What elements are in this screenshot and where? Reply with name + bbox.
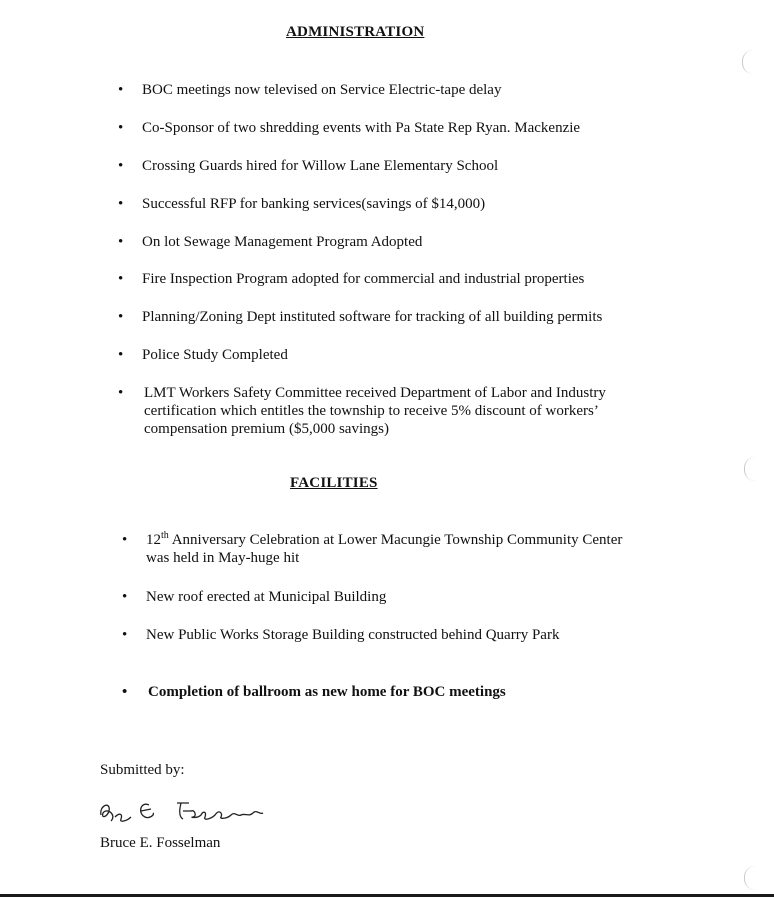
- administration-heading: ADMINISTRATION: [286, 24, 425, 40]
- list-item-text: Co-Sponsor of two shredding events with Pa State Rep Ryan. Mackenzie: [142, 120, 581, 136]
- list-item-text: BOC meetings now televised on Service Electric-tape delay: [142, 82, 502, 98]
- list-item: [118, 384, 606, 438]
- list-item-text: Crossing Guards hired for Willow Lane Elementary School: [142, 158, 499, 174]
- list-item-text: Fire Inspection Program adopted for commercial and industrial properties: [142, 271, 585, 287]
- list-item: [122, 626, 560, 644]
- anniversary-number: 12: [146, 532, 161, 548]
- list-item: [118, 81, 502, 99]
- list-item-text: Successful RFP for banking services(savings of $14,000): [142, 196, 486, 212]
- list-item: [118, 119, 581, 137]
- bullet-icon: •: [118, 158, 124, 174]
- list-item-text: New roof erected at Municipal Building: [146, 589, 387, 605]
- bullet-icon: •: [118, 234, 124, 250]
- bullet-icon: •: [118, 120, 124, 136]
- list-item: [118, 270, 585, 288]
- list-item-text: Planning/Zoning Dept instituted software for tracking of all building permits: [142, 309, 603, 325]
- list-item: [118, 233, 423, 251]
- bullet-icon: •: [122, 684, 128, 700]
- list-item: [118, 308, 603, 326]
- page-bottom-border: [0, 894, 774, 897]
- submitted-by-label: Submitted by:: [100, 762, 185, 778]
- bullet-icon: •: [122, 627, 128, 643]
- scan-edge-mark: [744, 866, 755, 890]
- list-item: [118, 157, 499, 175]
- bullet-icon: •: [118, 196, 124, 212]
- list-item-line: [146, 531, 622, 549]
- facilities-heading: FACILITIES: [290, 475, 378, 491]
- scan-edge-mark: [744, 457, 755, 481]
- list-item: [122, 530, 623, 567]
- anniversary-suffix: th: [161, 530, 169, 541]
- bullet-icon: •: [118, 271, 124, 287]
- bullet-icon: •: [118, 309, 124, 325]
- submitter-name: Bruce E. Fosselman: [100, 835, 221, 851]
- bullet-icon: •: [122, 532, 128, 548]
- list-item-text: Completion of ballroom as new home for BOC meetings: [148, 684, 506, 700]
- bullet-icon: •: [122, 589, 128, 605]
- list-item-line: LMT Workers Safety Committee received Department of Labor and Industry: [144, 385, 606, 401]
- scan-edge-mark: [742, 50, 753, 74]
- bullet-icon: •: [118, 347, 124, 363]
- list-item-line: was held in May-huge hit: [146, 550, 300, 566]
- list-item: [122, 683, 506, 701]
- list-item: [118, 195, 486, 213]
- list-item-text: Police Study Completed: [142, 347, 288, 363]
- list-item: [122, 588, 387, 606]
- bullet-icon: •: [118, 82, 124, 98]
- list-item-line: compensation premium ($5,000 savings): [144, 421, 389, 437]
- list-item-text: New Public Works Storage Building constructed behind Quarry Park: [146, 627, 560, 643]
- signature-image: [97, 793, 267, 829]
- anniversary-text: Anniversary Celebration at Lower Macungie Township Community Center: [168, 532, 623, 548]
- list-item: [118, 346, 288, 364]
- bullet-icon: •: [118, 385, 124, 401]
- list-item-text: On lot Sewage Management Program Adopted: [142, 234, 423, 250]
- list-item-line: certification which entitles the township to receive 5% discount of workers’: [144, 403, 599, 419]
